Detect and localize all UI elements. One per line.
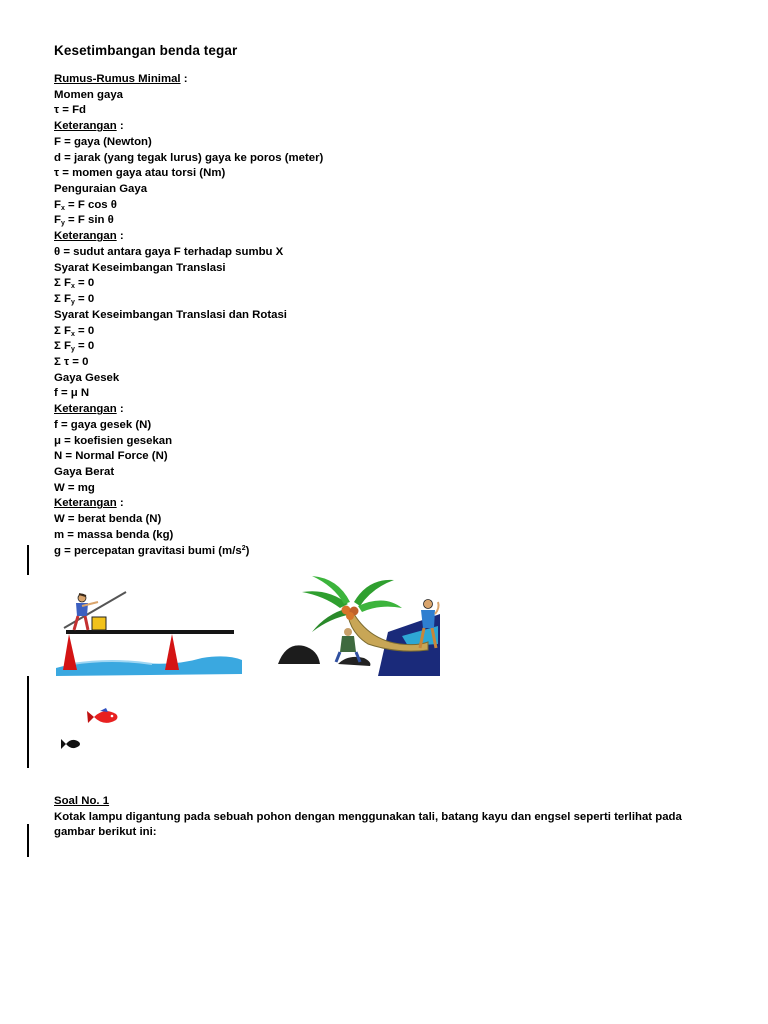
palm-leaf — [358, 600, 402, 612]
beam-plank — [66, 630, 234, 634]
section-heading: Momen gaya — [54, 88, 123, 101]
lever-beam-illustration — [52, 588, 242, 680]
formula-line: W = mg — [54, 481, 95, 494]
rock-left — [278, 645, 320, 664]
list-line: μ = koefisien gesekan — [54, 434, 173, 447]
list-line: g = percepatan gravitasi bumi $(m/s^2)$ — [54, 544, 250, 557]
formula-list — [54, 72, 323, 559]
sitting-person-body — [340, 636, 356, 652]
question-heading: Soal No. 1 — [54, 795, 110, 807]
red-fish-icon — [86, 706, 122, 728]
formula-line: Σ τ = 0 — [54, 355, 89, 368]
list-line: Keterangan : — [54, 403, 124, 416]
list-line: N = Normal Force (N) — [54, 450, 168, 463]
list-line: d = jarak (yang tegak lurus) gaya ke poros (meter) — [54, 151, 324, 164]
standing-person-shirt — [421, 610, 435, 628]
formula-line: f = μ N — [54, 387, 90, 400]
formula-line: τ = Fd — [54, 104, 86, 117]
list-line: W = berat benda (N) — [54, 513, 162, 526]
right-support-icon — [165, 634, 179, 670]
section-heading: Syarat Keseimbangan Translasi dan Rotasi — [54, 308, 287, 321]
coconut-icon — [346, 612, 354, 620]
standing-person-arm — [435, 602, 439, 614]
left-support-icon — [63, 634, 77, 670]
question-text-line: gambar berikut ini: — [54, 826, 157, 838]
sitting-person-head — [344, 628, 352, 636]
question-section — [54, 794, 682, 841]
section-heading: Gaya Gesek — [54, 371, 120, 384]
margin-bar — [27, 824, 29, 857]
formula-line: $F_y = F$ sin θ — [54, 214, 114, 228]
document-title: Kesetimbangan benda tegar — [54, 43, 238, 58]
list-line: m = massa benda (kg) — [54, 528, 174, 541]
list-line: Keterangan : — [54, 497, 124, 510]
black-fish-icon — [60, 736, 82, 752]
question-text-line: Kotak lampu digantung pada sebuah pohon dengan menggunakan tali, batang kayu dan engsel seperti terlihat pada — [54, 810, 682, 823]
list-line: τ = momen gaya atau torsi (Nm) — [54, 167, 226, 180]
margin-bar — [27, 545, 29, 575]
palm-island-illustration — [268, 574, 444, 680]
list-line: Rumus-Rumus Minimal : — [54, 73, 188, 85]
list-line: Keterangan : — [54, 230, 124, 243]
section-heading: Gaya Berat — [54, 465, 115, 478]
formula-line: Σ $F_x = 0$ — [54, 324, 95, 338]
standing-person-head — [424, 600, 433, 609]
water-shape — [56, 656, 242, 676]
formula-line: Σ $F_y = 0$ — [54, 340, 95, 354]
margin-bar — [27, 676, 29, 768]
list-line: θ = sudut antara gaya F terhadap sumbu X — [54, 245, 284, 258]
formula-line: Σ $F_y = 0$ — [54, 293, 95, 307]
list-line: Keterangan : — [54, 120, 124, 133]
section-heading: Syarat Keseimbangan Translasi — [54, 261, 226, 274]
formula-line: Σ $F_x = 0$ — [54, 277, 95, 291]
list-line: F = gaya (Newton) — [54, 135, 152, 148]
bucket-icon — [92, 617, 106, 630]
list-line: f = gaya gesek (N) — [54, 418, 152, 431]
section-heading: Penguraian Gaya — [54, 183, 148, 196]
formula-line: $F_x = F$ cos θ — [54, 198, 117, 212]
